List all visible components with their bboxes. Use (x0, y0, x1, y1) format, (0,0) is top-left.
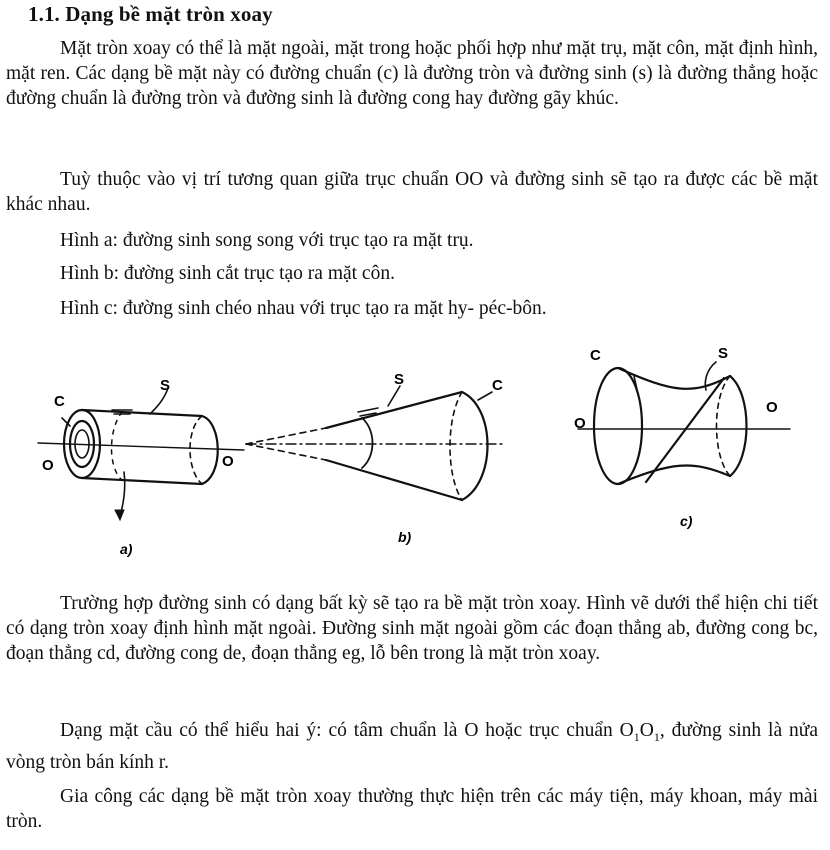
sphere-axis-letter: O (639, 720, 654, 741)
figure-a-back-end (202, 416, 218, 484)
figure-c-label-s: S (718, 345, 729, 362)
figure-b-cone (246, 386, 505, 500)
figure-b-apex-dashed-top (246, 428, 326, 444)
sphere-text-end: , đường sinh là nửa vòng tròn bán kính r. (6, 720, 818, 773)
sphere-subscript-1: 1 (633, 729, 640, 744)
figure-c-label-o-left: O (574, 415, 586, 432)
figure-c-right-end (730, 376, 747, 476)
figure-b-generators (326, 392, 462, 500)
paragraph-machining: Gia công các dạng bề mặt tròn xoay thường thực hiện trên các máy tiện, máy khoan, máy mài tròn. (6, 786, 818, 832)
figure-a-label-s: S (160, 377, 171, 394)
figure-c-label-o-right: O (766, 399, 778, 416)
figure-b-base-hidden (450, 392, 462, 500)
figure-b-label-c: C (492, 377, 503, 394)
figure-b-c-leader (478, 392, 492, 400)
figure-c-left-circle (594, 368, 642, 484)
paragraph-arbitrary-generator: Trường hợp đường sinh có dạng bất kỳ sẽ tạo ra bề mặt tròn xoay. Hình vẽ dưới thể hiện chi tiết có dạng tròn xoay định hình mặt ngoài. Đường sinh mặt ngoài gồm các đoạn thẳng ab, đường cong bc, đoạn thẳng cd, đường cong de, đoạn thẳng eg, lỗ bên trong là mặt tròn xoay. (6, 593, 818, 664)
figure-b-mid-circle (362, 418, 373, 468)
figure-a-label-o-left: O (42, 457, 54, 474)
figure-a-cylinder (38, 388, 244, 520)
figure-a-arrowhead (115, 510, 124, 520)
section-heading: 1.1. Dạng bề mặt tròn xoay (28, 2, 273, 26)
figures-surfaces-of-revolution (0, 330, 830, 580)
sphere-subscript-2: 1 (653, 729, 660, 744)
paragraph-surface-types: Mặt tròn xoay có thể là mặt ngoài, mặt trong hoặc phối hợp như mặt trụ, mặt côn, mặt định hình, mặt ren. Các dạng bề mặt này có đường chuẩn (c) là đường tròn và đường sinh (s) là đường thẳng hoặc đường chuẩn là đường tròn và đường sinh là đường cong hay đường gãy khúc. (6, 38, 818, 109)
figure-a-label-o-right: O (222, 453, 234, 470)
figure-a-description: Hình a: đường sinh song song với trục tạo ra mặt trụ. (60, 230, 474, 251)
sphere-text-start: Dạng mặt cầu có thể hiểu hai ý: có tâm chuẩn là O hoặc trục chuẩn O (60, 720, 634, 741)
figure-a-caption: a) (120, 541, 133, 557)
figure-c-description: Hình c: đường sinh chéo nhau với trục tạo ra mặt hy- péc-bôn. (60, 298, 547, 319)
figure-b-label-s: S (394, 371, 405, 388)
figure-c-hyperboloid (578, 362, 790, 484)
paragraph-sphere (6, 718, 818, 775)
paragraph-axis-position: Tuỳ thuộc vào vị trí tương quan giữa trục chuẩn OO và đường sinh sẽ tạo ra được các bề mặt khác nhau. (6, 169, 818, 215)
figure-b-base-front (462, 392, 488, 500)
figure-b-apex-dashed-bottom (246, 444, 326, 460)
figure-a-label-c: C (54, 393, 65, 410)
figure-c-right-hidden (717, 376, 731, 476)
figure-c-caption: c) (680, 513, 693, 529)
figure-a-back-hidden (190, 416, 202, 484)
figure-b-s-leader (388, 386, 400, 406)
figure-c-label-c: C (590, 347, 601, 364)
figure-b-description: Hình b: đường sinh cắt trục tạo ra mặt côn. (60, 263, 395, 284)
figure-b-caption: b) (398, 529, 412, 545)
